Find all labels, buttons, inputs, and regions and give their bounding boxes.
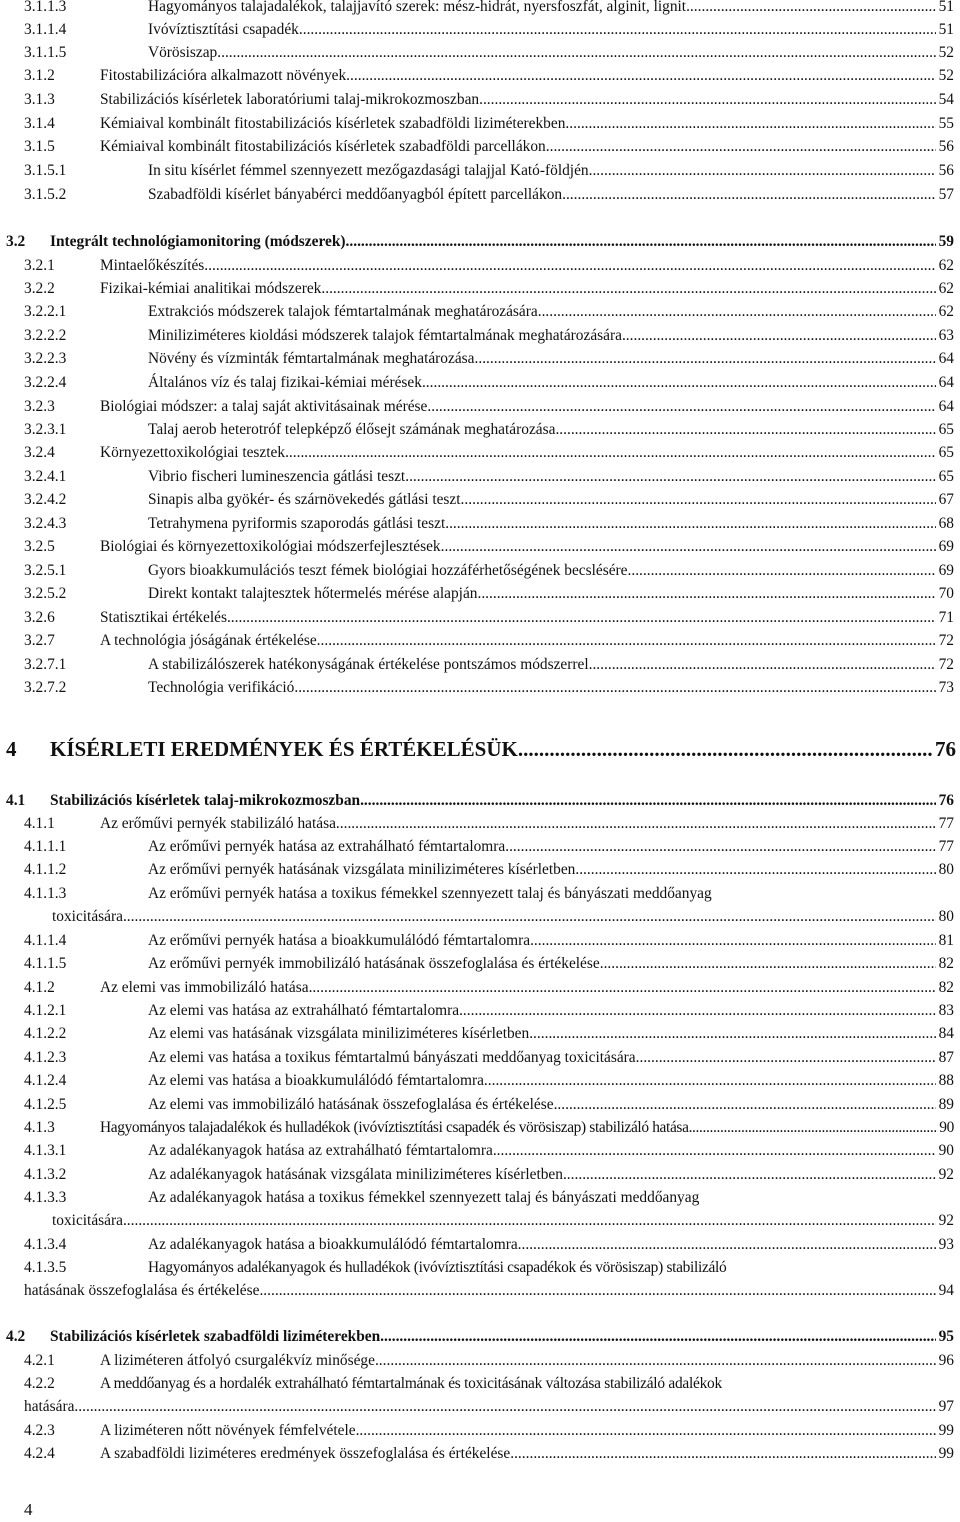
toc-entry-number: 4.2.1: [24, 1352, 55, 1369]
toc-entry-page: 89: [938, 1096, 954, 1113]
toc-entry[interactable]: [24, 1094, 954, 1116]
toc-entry-title: A liziméteren átfolyó csurgalékvíz minősége: [100, 1352, 375, 1369]
toc-entry-page: 67: [938, 491, 954, 508]
toc-entry-page: 68: [938, 515, 954, 532]
toc-entry[interactable]: [24, 1187, 954, 1209]
toc-entry-number: 4.2.3: [24, 1422, 55, 1439]
toc-entry-title: hatására: [24, 1398, 75, 1415]
dot-leader: [530, 930, 936, 952]
toc-entry-number: 3.1.5.1: [24, 162, 67, 179]
toc-entry[interactable]: [24, 1023, 954, 1045]
toc-entry[interactable]: [24, 1140, 954, 1162]
toc-entry-title: A szabadföldi liziméteres eredmények összefoglalása és értékelése: [100, 1445, 511, 1462]
toc-entry-page: 90: [938, 1142, 954, 1159]
toc-entry-number: 3.2: [6, 233, 26, 250]
dot-leader: [227, 607, 936, 629]
dot-leader: [689, 1117, 937, 1139]
dot-leader: [565, 113, 935, 135]
toc-entry-page: 59: [938, 233, 954, 250]
toc-entry-title: Integrált technológiamonitoring (módszerek): [50, 233, 346, 250]
toc-entry[interactable]: [24, 113, 954, 135]
toc-entry[interactable]: [24, 583, 954, 605]
toc-entry-page: 83: [938, 1002, 954, 1019]
toc-entry[interactable]: [24, 160, 954, 182]
toc-entry-page: 92: [938, 1212, 954, 1229]
dot-leader: [589, 654, 936, 676]
toc-entry-number: 3.1.4: [24, 115, 55, 132]
toc-entry-title: Az erőművi pernyék stabilizáló hatása: [100, 815, 336, 832]
toc-entry-title: Sinapis alba gyökér- és szárnövekedés gátlási teszt: [148, 491, 461, 508]
toc-entry-number: 3.2.1: [24, 257, 55, 274]
toc-entry-number: 3.2.5.1: [24, 562, 67, 579]
toc-entry-number: 3.1.5: [24, 138, 55, 155]
toc-entry-page: 62: [938, 303, 954, 320]
dot-leader: [375, 1350, 936, 1372]
toc-entry-title: Direkt kontakt talajtesztek hőtermelés mérése alapján: [148, 585, 478, 602]
dot-leader: [380, 1326, 935, 1348]
toc-entry-title: KÍSÉRLETI EREDMÉNYEK ÉS ÉRTÉKELÉSÜK: [50, 737, 518, 761]
toc-entry[interactable]: [24, 813, 954, 835]
toc-entry[interactable]: [24, 65, 954, 87]
toc-entry[interactable]: [24, 953, 954, 975]
toc-entry-page: 77: [938, 815, 954, 832]
dot-leader: [461, 489, 936, 511]
dot-leader: [518, 734, 932, 764]
toc-entry-title: Miniliziméteres kioldási módszerek talajok fémtartalmának meghatározására: [148, 327, 622, 344]
toc-entry-page: 64: [938, 350, 954, 367]
toc-entry-page: 70: [938, 585, 954, 602]
toc-entry-title: Az adalékanyagok hatása az extrahálható fémtartalomra: [148, 1142, 493, 1159]
toc-entry-section[interactable]: [6, 790, 954, 812]
toc-entry-page: 72: [938, 656, 954, 673]
dot-leader: [217, 42, 935, 64]
page-number: 4: [24, 1500, 33, 1519]
toc-entry-page: 80: [938, 908, 954, 925]
dot-leader: [123, 906, 936, 928]
toc-entry[interactable]: [24, 372, 954, 394]
toc-entry-number: 4.1.3.1: [24, 1142, 67, 1159]
toc-entry-title: Technológia verifikáció: [148, 679, 295, 696]
toc-entry-title: Környezettoxikológiai tesztek: [100, 444, 286, 461]
toc-entry[interactable]: [24, 184, 954, 206]
dot-leader: [475, 348, 936, 370]
toc-entry-page: 73: [938, 679, 954, 696]
toc-entry-title: Hagyományos talajadalékok, talajjavító szerek: mész-hidrát, nyersfoszfát, alginit, lignit: [148, 0, 687, 15]
dot-leader: [346, 231, 936, 253]
toc-entry-page: 93: [938, 1236, 954, 1253]
toc-entry-page: 56: [938, 138, 954, 155]
toc-entry-number: 4.1.1.4: [24, 932, 67, 949]
dot-leader: [636, 1047, 936, 1069]
dot-leader: [422, 372, 936, 394]
toc-entry-title: Biológiai módszer: a talaj saját aktivitásainak mérése: [100, 398, 428, 415]
toc-entry-title: Vibrio fischeri lumineszencia gátlási teszt: [148, 468, 406, 485]
toc-entry[interactable]: [24, 19, 954, 41]
toc-entry-page: 96: [938, 1352, 954, 1369]
toc-entry-title: toxicitására: [52, 1212, 123, 1229]
toc-entry-continuation[interactable]: [24, 1396, 954, 1418]
toc-entry-number: 4.1.3.4: [24, 1236, 67, 1253]
toc-entry-section[interactable]: [6, 1326, 954, 1348]
toc-entry-title: Általános víz és talaj fizikai-kémiai mérések: [148, 374, 422, 391]
toc-entry-number: 4.1.2.1: [24, 1002, 67, 1019]
toc-entry-page: 57: [938, 186, 954, 203]
toc-entry-number: 3.2.4: [24, 444, 55, 461]
toc-entry-number: 3.1.2: [24, 67, 55, 84]
toc-entry-title: Fitostabilizációra alkalmazott növények: [100, 67, 347, 84]
dot-leader: [294, 677, 935, 699]
toc-entry[interactable]: [24, 513, 954, 535]
toc-entry-title: Az elemi vas hatása az extrahálható fémtartalomra: [148, 1002, 460, 1019]
dot-leader: [356, 1420, 936, 1442]
toc-entry[interactable]: [24, 859, 954, 881]
dot-leader: [336, 813, 936, 835]
toc-entry[interactable]: [24, 136, 954, 158]
toc-entry-page: 81: [938, 932, 954, 949]
dot-leader: [285, 442, 936, 464]
toc-entry[interactable]: [24, 42, 954, 64]
toc-entry[interactable]: [24, 1047, 954, 1069]
toc-entry-number: 3.1.1.5: [24, 44, 67, 61]
toc-entry-number: 3.1.5.2: [24, 186, 67, 203]
toc-entry-number: 3.2.2.3: [24, 350, 67, 367]
toc-entry-number: 4: [6, 737, 17, 761]
toc-entry[interactable]: [24, 930, 954, 952]
toc-entry-title: Kémiaival kombinált fitostabilizációs kísérletek szabadföldi parcellákon: [100, 138, 546, 155]
toc-entry-number: 4.2.4: [24, 1445, 55, 1462]
toc-entry[interactable]: [24, 607, 954, 629]
dot-leader: [600, 953, 936, 975]
toc-entry[interactable]: [24, 325, 954, 347]
toc-entry-title: Az erőművi pernyék hatása az extrahálható fémtartalomra: [148, 838, 506, 855]
toc-entry-title: Az erőművi pernyék immobilizáló hatásának összefoglalása és értékelése: [148, 955, 600, 972]
toc-entry-number: 4.1.2.5: [24, 1096, 67, 1113]
toc-entry[interactable]: [24, 442, 954, 464]
toc-entry-number: 3.1.1.4: [24, 21, 67, 38]
toc-entry[interactable]: [24, 419, 954, 441]
toc-entry-page: 76: [935, 737, 956, 761]
toc-entry-page: 94: [938, 1282, 954, 1299]
dot-leader: [538, 301, 936, 323]
toc-entry[interactable]: [24, 1164, 954, 1186]
dot-leader: [445, 513, 935, 535]
toc-entry-number: 4.1.1.3: [24, 885, 67, 902]
toc-entry-title: Növény és vízminták fémtartalmának meghatározása: [148, 350, 475, 367]
toc-entry-page: 99: [938, 1445, 954, 1462]
toc-entry-continuation[interactable]: [24, 1280, 954, 1302]
toc-entry-page: 80: [938, 861, 954, 878]
toc-entry-title: Hagyományos adalékanyagok és hulladékok (ivóvíztisztítási csapadékok és vörösiszap) stabilizáló: [148, 1259, 727, 1276]
toc-entry-title: Biológiai és környezettoxikológiai módszerfejlesztések: [100, 538, 441, 555]
toc-entry[interactable]: [24, 89, 954, 111]
dot-leader: [299, 19, 936, 41]
toc-entry-title: Az adalékanyagok hatása a bioakkumulálódó fémtartalomra: [148, 1236, 518, 1253]
toc-entry-page: 84: [938, 1025, 954, 1042]
toc-entry[interactable]: [24, 1257, 954, 1279]
toc-entry-page: 88: [938, 1072, 954, 1089]
toc-entry-page: 52: [938, 67, 954, 84]
toc-entry-title: Az erőművi pernyék hatása a bioakkumulálódó fémtartalomra: [148, 932, 531, 949]
toc-entry-number: 3.2.6: [24, 609, 55, 626]
toc-entry-page: 62: [938, 257, 954, 274]
toc-entry-page: 51: [938, 0, 954, 15]
toc-entry-number: 4.2: [6, 1328, 26, 1345]
toc-entry-title: Szabadföldi kísérlet bányabérci meddőanyagból épített parcellákon: [148, 186, 563, 203]
toc-entry-number: 4.1.2.4: [24, 1072, 67, 1089]
toc-entry-title: hatásának összefoglalása és értékelése: [24, 1282, 260, 1299]
toc-entry[interactable]: [24, 1234, 954, 1256]
dot-leader: [554, 1094, 936, 1116]
toc-entry-page: 56: [938, 162, 954, 179]
dot-leader: [628, 560, 936, 582]
toc-entry-number: 3.2.5: [24, 538, 55, 555]
toc-entry-number: 4.1: [6, 792, 26, 809]
toc-entry-page: 55: [938, 115, 954, 132]
toc-entry-number: 3.2.7.1: [24, 656, 67, 673]
toc-entry-title: Talaj aerob heterotróf telepképző élősejt számának meghatározása: [148, 421, 556, 438]
toc-entry-number: 4.1.2: [24, 979, 55, 996]
toc-entry-page: 99: [938, 1422, 954, 1439]
toc-entry[interactable]: [24, 1420, 954, 1442]
toc-entry-chapter[interactable]: [6, 734, 956, 764]
toc-entry-page: 65: [938, 444, 954, 461]
dot-leader: [309, 977, 936, 999]
dot-leader: [589, 160, 936, 182]
toc-entry-page: 65: [938, 468, 954, 485]
toc-entry-title: Extrakciós módszerek talajok fémtartalmának meghatározására: [148, 303, 538, 320]
toc-entry-number: 3.2.5.2: [24, 585, 67, 602]
toc-entry-title: Az erőművi pernyék hatása a toxikus fémekkel szennyezett talaj és bányászati meddőanyag: [148, 885, 712, 902]
dot-leader: [204, 255, 935, 277]
toc-entry-page: 69: [938, 562, 954, 579]
toc-entry-number: 4.1.3.5: [24, 1259, 67, 1276]
toc-entry-page: 76: [938, 792, 954, 809]
dot-leader: [346, 65, 935, 87]
toc-entry-number: 3.1.1.3: [24, 0, 67, 15]
dot-leader: [563, 1164, 936, 1186]
toc-entry-title: Stabilizációs kísérletek talaj-mikrokozmoszban: [50, 792, 361, 809]
toc-entry-number: 3.2.2.2: [24, 327, 67, 344]
toc-entry-number: 3.2.7.2: [24, 679, 67, 696]
toc-entry[interactable]: [24, 1117, 954, 1139]
toc-entry-page: 92: [938, 1166, 954, 1183]
toc-entry-title: Hagyományos talajadalékok és hulladékok (ivóvíztisztítási csapadék és vörösiszap) stabilizáló hatása: [100, 1119, 689, 1136]
dot-leader: [427, 396, 935, 418]
dot-leader: [575, 859, 935, 881]
toc-entry-number: 3.2.3: [24, 398, 55, 415]
dot-leader: [562, 184, 936, 206]
dot-leader: [123, 1210, 936, 1232]
toc-entry[interactable]: [24, 1070, 954, 1092]
toc-entry-title: A stabilizálószerek hatékonyságának értékelése pontszámos módszerrel: [148, 656, 589, 673]
toc-entry[interactable]: [24, 348, 954, 370]
toc-entry-page: 82: [938, 979, 954, 996]
toc-entry-page: 72: [938, 632, 954, 649]
toc-entry-page: 63: [938, 327, 954, 344]
dot-leader: [259, 1280, 935, 1302]
toc-entry-page: 97: [938, 1398, 954, 1415]
toc-entry-number: 4.1.1.2: [24, 861, 67, 878]
toc-entry[interactable]: [24, 396, 954, 418]
toc-entry-number: 4.1.3.2: [24, 1166, 67, 1183]
toc-entry[interactable]: [24, 560, 954, 582]
dot-leader: [555, 419, 935, 441]
toc-entry-number: 3.2.7: [24, 632, 55, 649]
toc-entry-page: 90: [939, 1119, 954, 1136]
toc-entry[interactable]: [24, 1373, 954, 1395]
toc-entry-number: 4.1.2.3: [24, 1049, 67, 1066]
toc-entry-continuation[interactable]: [52, 1210, 954, 1232]
toc-entry-number: 3.2.4.2: [24, 491, 67, 508]
toc-entry-title: Az adalékanyagok hatásának vizsgálata miniliziméteres kísérletben: [148, 1166, 563, 1183]
toc-entry[interactable]: [24, 977, 954, 999]
toc-entry[interactable]: [24, 301, 954, 323]
toc-entry-number: 4.1.1.5: [24, 955, 67, 972]
toc-entry-page: 87: [938, 1049, 954, 1066]
dot-leader: [493, 1140, 936, 1162]
dot-leader: [459, 1000, 936, 1022]
toc-entry[interactable]: [24, 677, 954, 699]
toc-entry-title: Az erőművi pernyék hatásának vizsgálata miniliziméteres kísérletben: [148, 861, 576, 878]
toc-entry[interactable]: [24, 0, 954, 18]
toc-entry-title: toxicitására: [52, 908, 123, 925]
toc-entry-title: A liziméteren nőtt növények fémfelvétele: [100, 1422, 356, 1439]
toc-entry-page: 51: [938, 21, 954, 38]
toc-entry-number: 3.2.2.4: [24, 374, 67, 391]
toc-entry[interactable]: [24, 536, 954, 558]
dot-leader: [360, 790, 936, 812]
toc-entry-title: Az elemi vas hatásának vizsgálata miniliziméteres kísérletben: [148, 1025, 530, 1042]
toc-entry-number: 4.2.2: [24, 1375, 55, 1392]
toc-entry-continuation[interactable]: [52, 906, 954, 928]
toc-entry-title: Fizikai-kémiai analitikai módszerek: [100, 280, 322, 297]
dot-leader: [686, 0, 936, 18]
toc-entry-page: 95: [938, 1328, 954, 1345]
toc-entry[interactable]: [24, 1350, 954, 1372]
dot-leader: [546, 136, 936, 158]
dot-leader: [477, 583, 935, 605]
toc-entry-page: 64: [938, 398, 954, 415]
toc-entry-title: Ivóvíztisztítási csapadék: [148, 21, 299, 38]
dot-leader: [317, 630, 936, 652]
dot-leader: [510, 1443, 935, 1465]
toc-entry-number: 3.2.4.3: [24, 515, 67, 532]
dot-leader: [321, 278, 935, 300]
toc-entry-title: Stabilizációs kísérletek szabadföldi liziméterekben: [50, 1328, 381, 1345]
toc-entry-title: Az elemi vas hatása a bioakkumulálódó fémtartalomra: [148, 1072, 484, 1089]
toc-entry-title: In situ kísérlet fémmel szennyezett mezőgazdasági talajjal Kató-földjén: [148, 162, 589, 179]
toc-entry-page: 82: [938, 955, 954, 972]
dot-leader: [518, 1234, 936, 1256]
toc-entry[interactable]: [24, 836, 954, 858]
toc-entry-page: 77: [938, 838, 954, 855]
dot-leader: [405, 466, 935, 488]
toc-entry-title: Statisztikai értékelés: [100, 609, 227, 626]
toc-entry[interactable]: [24, 489, 954, 511]
toc-entry-number: 3.2.3.1: [24, 421, 67, 438]
toc-entry-number: 3.2.4.1: [24, 468, 67, 485]
toc-entry-title: Tetrahymena pyriformis szaporodás gátlási teszt: [148, 515, 446, 532]
dot-leader: [74, 1396, 935, 1418]
toc-entry-title: Az adalékanyagok hatása a toxikus fémekkel szennyezett talaj és bányászati meddőanyag: [148, 1189, 700, 1206]
toc-entry-title: Vörösiszap: [148, 44, 218, 61]
toc-entry-title: Az elemi vas immobilizáló hatásának összefoglalása és értékelése: [148, 1096, 554, 1113]
toc-entry-title: Kémiaival kombinált fitostabilizációs kísérletek szabadföldi liziméterekben: [100, 115, 566, 132]
toc-entry-page: 52: [938, 44, 954, 61]
toc-entry-number: 4.1.3: [24, 1119, 55, 1136]
dot-leader: [622, 325, 936, 347]
toc-entry-page: 64: [938, 374, 954, 391]
toc-entry-number: 3.2.2: [24, 280, 55, 297]
toc-entry[interactable]: [24, 255, 954, 277]
dot-leader: [505, 836, 935, 858]
toc-entry-title: Stabilizációs kísérletek laboratóriumi talaj-mikrokozmoszban: [100, 91, 480, 108]
toc-entry-title: Az elemi vas immobilizáló hatása: [100, 979, 309, 996]
toc-entry[interactable]: [24, 278, 954, 300]
toc-entry-number: 4.1.1.1: [24, 838, 67, 855]
toc-entry-page: 54: [938, 91, 954, 108]
toc-entry[interactable]: [24, 630, 954, 652]
toc-entry-number: 4.1.1: [24, 815, 55, 832]
toc-entry-number: 3.2.2.1: [24, 303, 67, 320]
toc-entry-page: 71: [938, 609, 954, 626]
toc-entry-page: 65: [938, 421, 954, 438]
toc-entry[interactable]: [24, 466, 954, 488]
toc-entry-number: 4.1.3.3: [24, 1189, 67, 1206]
toc-entry-section[interactable]: [6, 231, 954, 253]
toc-entry[interactable]: [24, 1443, 954, 1465]
dot-leader: [484, 1070, 936, 1092]
toc-entry-title: A technológia jóságának értékelése: [100, 632, 317, 649]
dot-leader: [479, 89, 936, 111]
toc-entry[interactable]: [24, 883, 954, 905]
toc-entry-page: 62: [938, 280, 954, 297]
toc-entry-title: Gyors bioakkumulációs teszt fémek biológiai hozzáférhetőségének becslésére: [148, 562, 628, 579]
toc-entry-title: Az elemi vas hatása a toxikus fémtartalmú bányászati meddőanyag toxicitására: [148, 1049, 636, 1066]
toc-entry[interactable]: [24, 1000, 954, 1022]
toc-entry-title: A meddőanyag és a hordalék extrahálható fémtartalmának és toxicitásának változása stabilizáló adalékok: [100, 1375, 722, 1392]
toc-entry-page: 69: [938, 538, 954, 555]
toc-entry[interactable]: [24, 654, 954, 676]
toc-entry-title: Mintaelőkészítés: [100, 257, 205, 274]
toc-entry-number: 4.1.2.2: [24, 1025, 67, 1042]
dot-leader: [529, 1023, 935, 1045]
dot-leader: [441, 536, 936, 558]
toc-entry-number: 3.1.3: [24, 91, 55, 108]
